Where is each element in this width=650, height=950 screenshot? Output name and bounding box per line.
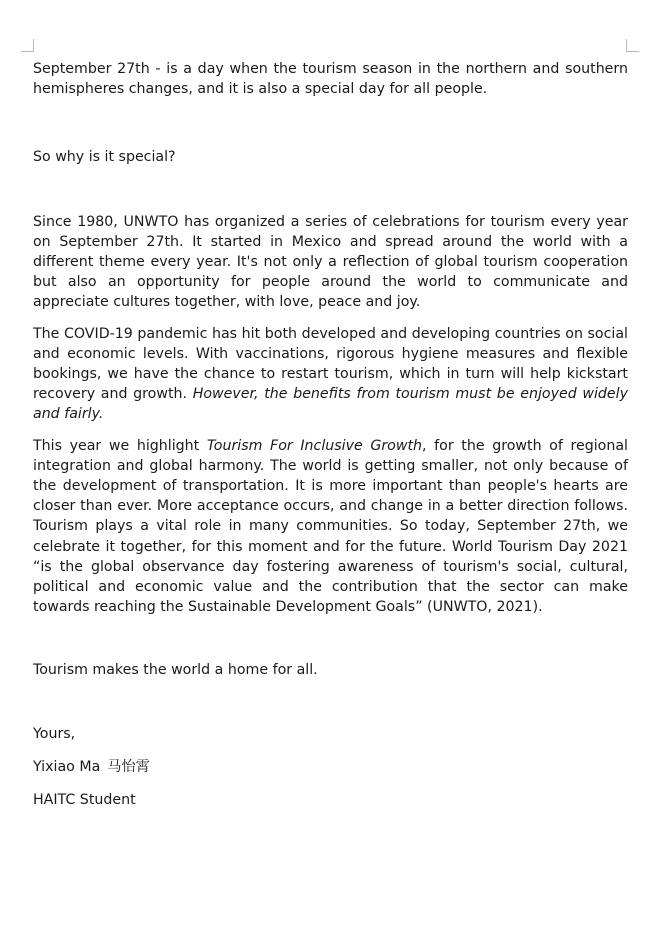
- paragraph-motto: Tourism makes the world a home for all.: [33, 662, 318, 679]
- paragraph-question: So why is it special?: [33, 149, 176, 166]
- signature-name: Yixiao Ma: [33, 758, 101, 775]
- signature-chinese-name: 马怡霄: [107, 758, 150, 775]
- margin-corner-mark-top-left: [21, 39, 34, 52]
- paragraph-intro: September 27th - is a day when the tourism season in the northern and southern hemispheres changes, and it is also a special day for all people.: [33, 61, 628, 98]
- document-body: [33, 59, 628, 810]
- paragraph-theme-lead: This year we highlight: [33, 437, 207, 454]
- paragraph-history: Since 1980, UNWTO has organized a series of celebrations for tourism every year on September 27th. It started in Mexico and spread around the world with a different theme every year. It's not only a reflection of global tourism cooperation but also an opportunity for people around the world to communicate and appreciate cultures together, with love, peace and joy.: [33, 213, 628, 311]
- closing-salutation: Yours,: [33, 725, 76, 742]
- paragraph-theme: [33, 436, 628, 618]
- paragraph-theme-italic: Tourism For Inclusive Growth: [206, 437, 423, 454]
- paragraph-theme-rest: , for the growth of regional integration and global harmony. The world is getting smaller, not only because of the development of transportation. It is more important than people's hearts are closer than ever. More acceptance occurs, and change in a better direction follows. Tourism plays a vital role in many communities. So today, September 27th, we celebrate it together, for this moment and for the future. World Tourism Day 2021 “is the global observance day fostering awareness of tourism's social, cultural, political and economic value and the contribution that the sector can make towards reaching the Sustainable Development Goals” (UNWTO, 2021).: [33, 437, 628, 616]
- margin-corner-mark-top-right: [626, 39, 639, 52]
- paragraph-covid-text: The COVID-19 pandemic has hit both developed and developing countries on social and economic levels. With vaccinations, rigorous hygiene measures and flexible bookings, we have the chance to restart tourism, which in turn will help kickstart recovery and growth.: [33, 325, 628, 403]
- signature: [33, 757, 628, 777]
- paragraph-covid: [33, 324, 628, 425]
- author-role: HAITC Student: [33, 792, 136, 809]
- paragraph-covid-italic: However, the benefits from tourism must be enjoyed widely and fairly.: [33, 386, 628, 423]
